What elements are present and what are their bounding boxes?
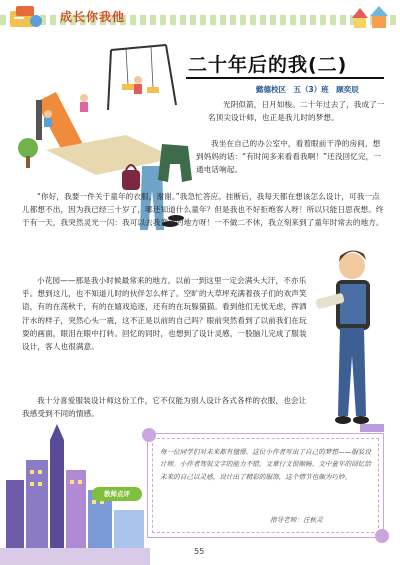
houses-deco-icon — [350, 4, 392, 30]
paragraph-5: 我十分喜爱服装设计师这份工作，它不仅能为别人设计各式各样的衣服，也会让我感受到不同的情感。 — [22, 396, 307, 419]
paragraph-1: 光阴似箭，日月如梭。二十年过去了，我成了一名顶尖设计师，也正是我儿时的梦想。 — [208, 100, 385, 123]
corner-dot-icon — [375, 529, 389, 543]
article-title: 二十年后的我(二) — [188, 54, 348, 76]
designer-illustration — [312, 236, 390, 436]
page-number: 55 — [194, 547, 205, 556]
teacher-comment-text: 每一位同学们对未来都有憧憬。这位小作者写出了自己的梦想——服装设计师。小作者驾驭文字的能力不错，文章行文很顺畅。文中童年的回忆给未来的自己以灵感，设计出了精彩的服饰，这个情节也颇为巧妙。 — [160, 448, 371, 481]
article-byline: 懿德校区 五（3）班 顾奕辰 — [256, 85, 359, 94]
corner-dot-icon — [142, 428, 156, 442]
school-logo-icon — [6, 3, 46, 31]
paragraph-4: 小花园——那是我小时候最常来的地方。以前一到这里一定会满头大汗，不亦乐乎。想到这儿，也不知道儿时的伙伴怎么样了。空旷的大草坪充满着孩子们的欢声笑语，有的在荡秋千，有的在嬉戏追逐，还有的在玩躲猫猫。看到他们无忧无虑，挥洒汗水的样子，突然心头一震，这不正是以前的自己吗？眼前突然看到了以前我们在玩耍的画面，眼泪在眼中打转。回忆的同时，也想到了设计灵感，一股脑儿完成了服装设计，客人也很满意。 — [22, 276, 307, 352]
teacher-comment-tag: 教师点评 — [92, 487, 142, 501]
paragraph-2: 我坐在自己的办公室中，看着眼前干净的房间，想到妈妈的话：“有时间多来看看我啊！”还没回忆完，一通电话响起。 — [196, 139, 382, 175]
teacher-signature: 指导老师：汪秋灵 — [270, 516, 323, 524]
title-underline — [186, 77, 384, 79]
page-header — [0, 0, 400, 36]
section-title: 成长你我他 — [60, 10, 126, 24]
paragraph-3: “你好，我要一件关于童年的衣服，谢谢。”我急忙答应。挂断后，我每天都在想该怎么设计，可我一点儿都想不出，因为我已经三十岁了，哪还知道什么童年？但是我也不好拒绝客人呀！所以只能日思夜想。终于有一天，我突然灵光一闪：我可以去我童年的地方呀！一不做二不休，我立刻来到了童年时常去的地方。 — [22, 192, 384, 228]
teacher-comment-box — [147, 433, 384, 538]
